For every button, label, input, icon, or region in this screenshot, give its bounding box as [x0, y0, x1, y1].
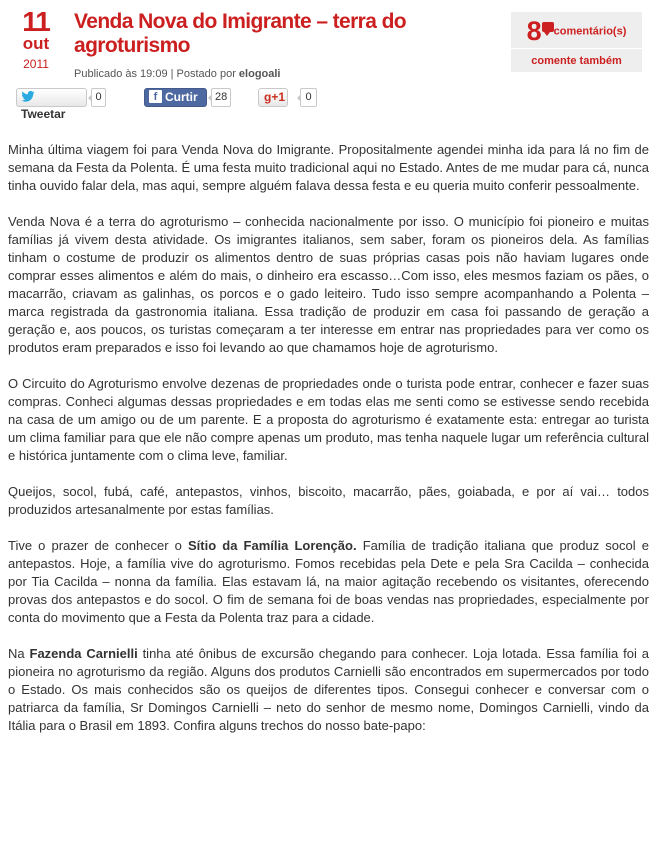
article-body	[8, 141, 649, 753]
fazenda-carnielli: Fazenda Carnielli	[29, 646, 138, 661]
google-plus-count: 0	[300, 88, 317, 107]
post-date	[16, 8, 56, 70]
date-year: 2011	[23, 57, 49, 71]
comment-label: comentário(s)	[553, 25, 627, 38]
article-paragraph: Minha última viagem foi para Venda Nova do Imigrante. Propositalmente agendei minha ida para lá no fim de semana da Festa da Polenta. É uma festa muito tradicional aqui no Estado. Antes de me mudar para cá, nunca tinha ouvido falar dela, mas aqui, sempre alguém falava dessa festa e eu queria muito conferir pessoalmente.	[8, 142, 649, 193]
date-day: 11	[22, 6, 50, 37]
facebook-count: 28	[211, 88, 231, 107]
facebook-like-button[interactable]	[144, 88, 207, 107]
paragraph-text: Família de tradição italiana que produz socol e antepastos. Hoje, a família vive do agroturismo. Fomos recebidas pela Dete e pela Sra Cacilda – conhecida por Tia Cacilda – nonna da família. Elas estavam lá, na maior agitação recebendo os visitantes, oferecendo provas dos antepastos e do socol. O fim de semana foi de boas vendas nas propriedades, especialmente por conta do movimento que a Festa da Polenta traz para a cidade.	[8, 538, 649, 625]
google-plus-icon: g	[264, 90, 272, 104]
article-paragraph	[8, 537, 649, 627]
article-paragraph: O Circuito do Agroturismo envolve dezenas de propriedades onde o turista pode entrar, conhecer e fazer suas compras. Conheci algumas dessas propriedades e em todas elas me senti como se estivesse sendo recebida na casa de um amigo ou de um parente. E a proposta do agroturismo é exatamente esta: entregar ao turista um clima familiar para que ele não compre apenas um produto, mas tenha naquele lugar um referência cultural e histórica juntamente com o clima leve, familiar.	[8, 376, 649, 463]
google-plus-button[interactable]	[258, 88, 288, 107]
tweet-label: Tweetar	[21, 107, 66, 121]
paragraph-text: Tive o prazer de conhecer o	[8, 538, 188, 553]
paragraph-text: tinha até ônibus de excursão chegando para conhecer. Loja lotada. Essa família foi a pioneira no agroturismo da região. Alguns dos produtos Carnielli são encontrados em supermercados por todo o Estado. Os mais conhecidos são os queijos de diferentes tipos. Consegui conhecer e conversar com o patriarca da família, Sr Domingos Carnielli – neto do senhor de mesmo nome, Domingos Carnielli, vindo da Itália para o Brasil em 1893. Confira alguns trechos do nosso bate-papo:	[8, 646, 649, 733]
comment-bubble-icon	[542, 22, 554, 32]
tweet-button[interactable]	[16, 88, 87, 121]
comment-count: 8	[526, 16, 541, 46]
post-byline	[74, 68, 494, 80]
social-share-bar	[16, 88, 416, 121]
comments-count-link[interactable]	[511, 12, 642, 48]
post-header	[8, 0, 650, 121]
tweet-count: 0	[91, 88, 106, 107]
comments-box	[511, 12, 642, 72]
title-block	[74, 10, 494, 80]
twitter-bird-icon	[21, 91, 35, 102]
paragraph-text: Na	[8, 646, 30, 661]
published-text: Publicado às 19:09 | Postado por	[74, 68, 239, 80]
article-paragraph: Venda Nova é a terra do agroturismo – conhecida nacionalmente por isso. O município foi pioneiro e muitas famílias já vivem desta atividade. Os imigrantes italianos, sem saber, foram os pioneiros dela. As famílias tinham o costume de produzir os alimentos dentro de suas próprias casas pois não haviam lugares onde comprar esses alimentos e além do mais, o dinheiro era escasso…Com isso, eles mesmos faziam os pães, o macarrão, criavam as galinhas, os porcos e o gado leiteiro. Tudo isso sempre acompanhando a Polenta – marca registrada da gastronomia italiana. Essa tradição de produzir em casa foi passando de geração a geração e, aos poucos, os turistas começaram a ter interesse em entrar nas propriedades para ver como os produtos eram preparados e isso foi levando ao que chamamos hoje de agroturismo.	[8, 214, 649, 355]
post-title[interactable]: Venda Nova do Imigrante – terra do agroturismo	[74, 10, 407, 57]
comment-also-link[interactable]: comente também	[531, 55, 622, 67]
author-link[interactable]: elogoali	[238, 68, 281, 80]
sitio-familia-lorencao: Sítio da Família Lorenção.	[187, 538, 357, 553]
facebook-label: Curtir	[165, 90, 198, 104]
google-plus-label: +1	[271, 90, 286, 104]
facebook-icon: f	[149, 90, 162, 103]
article-paragraph: Queijos, socol, fubá, café, antepastos, vinhos, biscoito, macarrão, pães, goiabada, e por aí vai… todos produzidos artesanalmente por estas famílias.	[8, 484, 649, 517]
date-month: out	[22, 34, 50, 53]
article-paragraph	[8, 645, 649, 735]
